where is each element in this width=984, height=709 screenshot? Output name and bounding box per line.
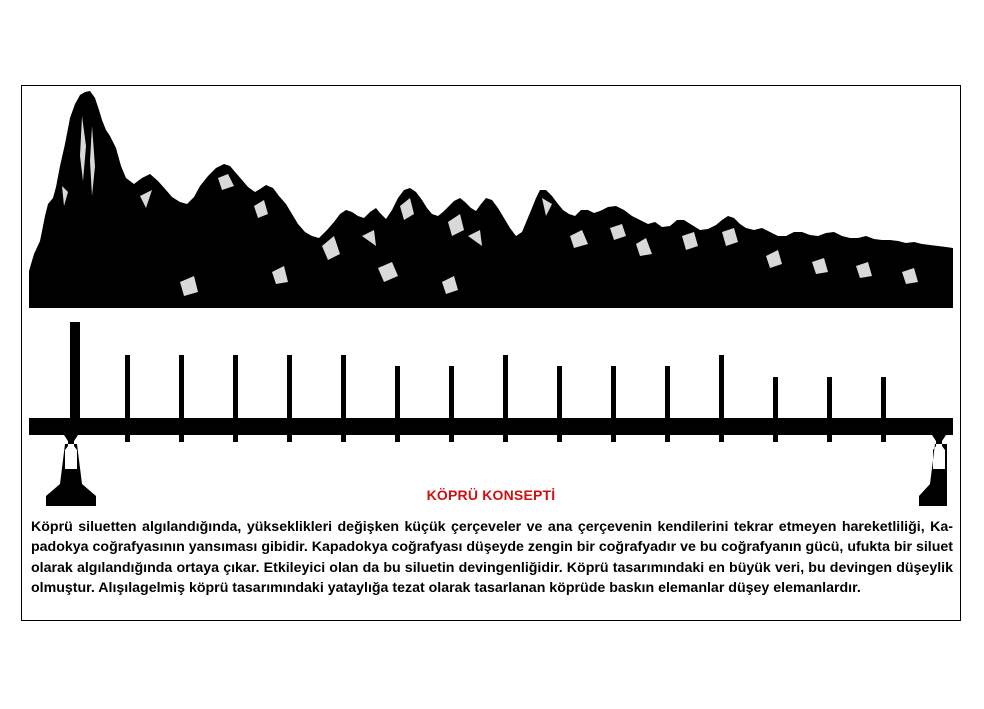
cappadocia-silhouette <box>29 91 953 308</box>
bridge-deck <box>29 418 953 435</box>
bridge-silhouette <box>29 322 953 506</box>
bridge-main-post <box>70 322 80 422</box>
concept-title: KÖPRÜ KONSEPTİ <box>426 487 556 503</box>
concept-panel <box>21 85 961 621</box>
concept-drawing <box>22 86 960 506</box>
concept-description: Köprü siluetten algılandığında, yükseklikleri değişken küçük çerçeveler ve ana çerçevenin kendilerini tekrar etmeyen hareketliliği, Kapadokya coğrafyasının yansıması gibidir. Kapadokya coğrafyası düşeyde zengin bir coğrafyadır ve bu coğrafyanın gücü, ufukta bir siluet olarak algılandığında ortaya çıkar. Etkileyici olan da bu siluetin devingenliğidir. Köprü tasarımındaki en büyük veri, bu devingen düşeylik olmuştur. Alışılagelmiş köprü tasarımındaki yataylığa tezat olarak tasarlanan köprüde baskın elemanlar düşey elemanlardır. <box>31 519 953 596</box>
